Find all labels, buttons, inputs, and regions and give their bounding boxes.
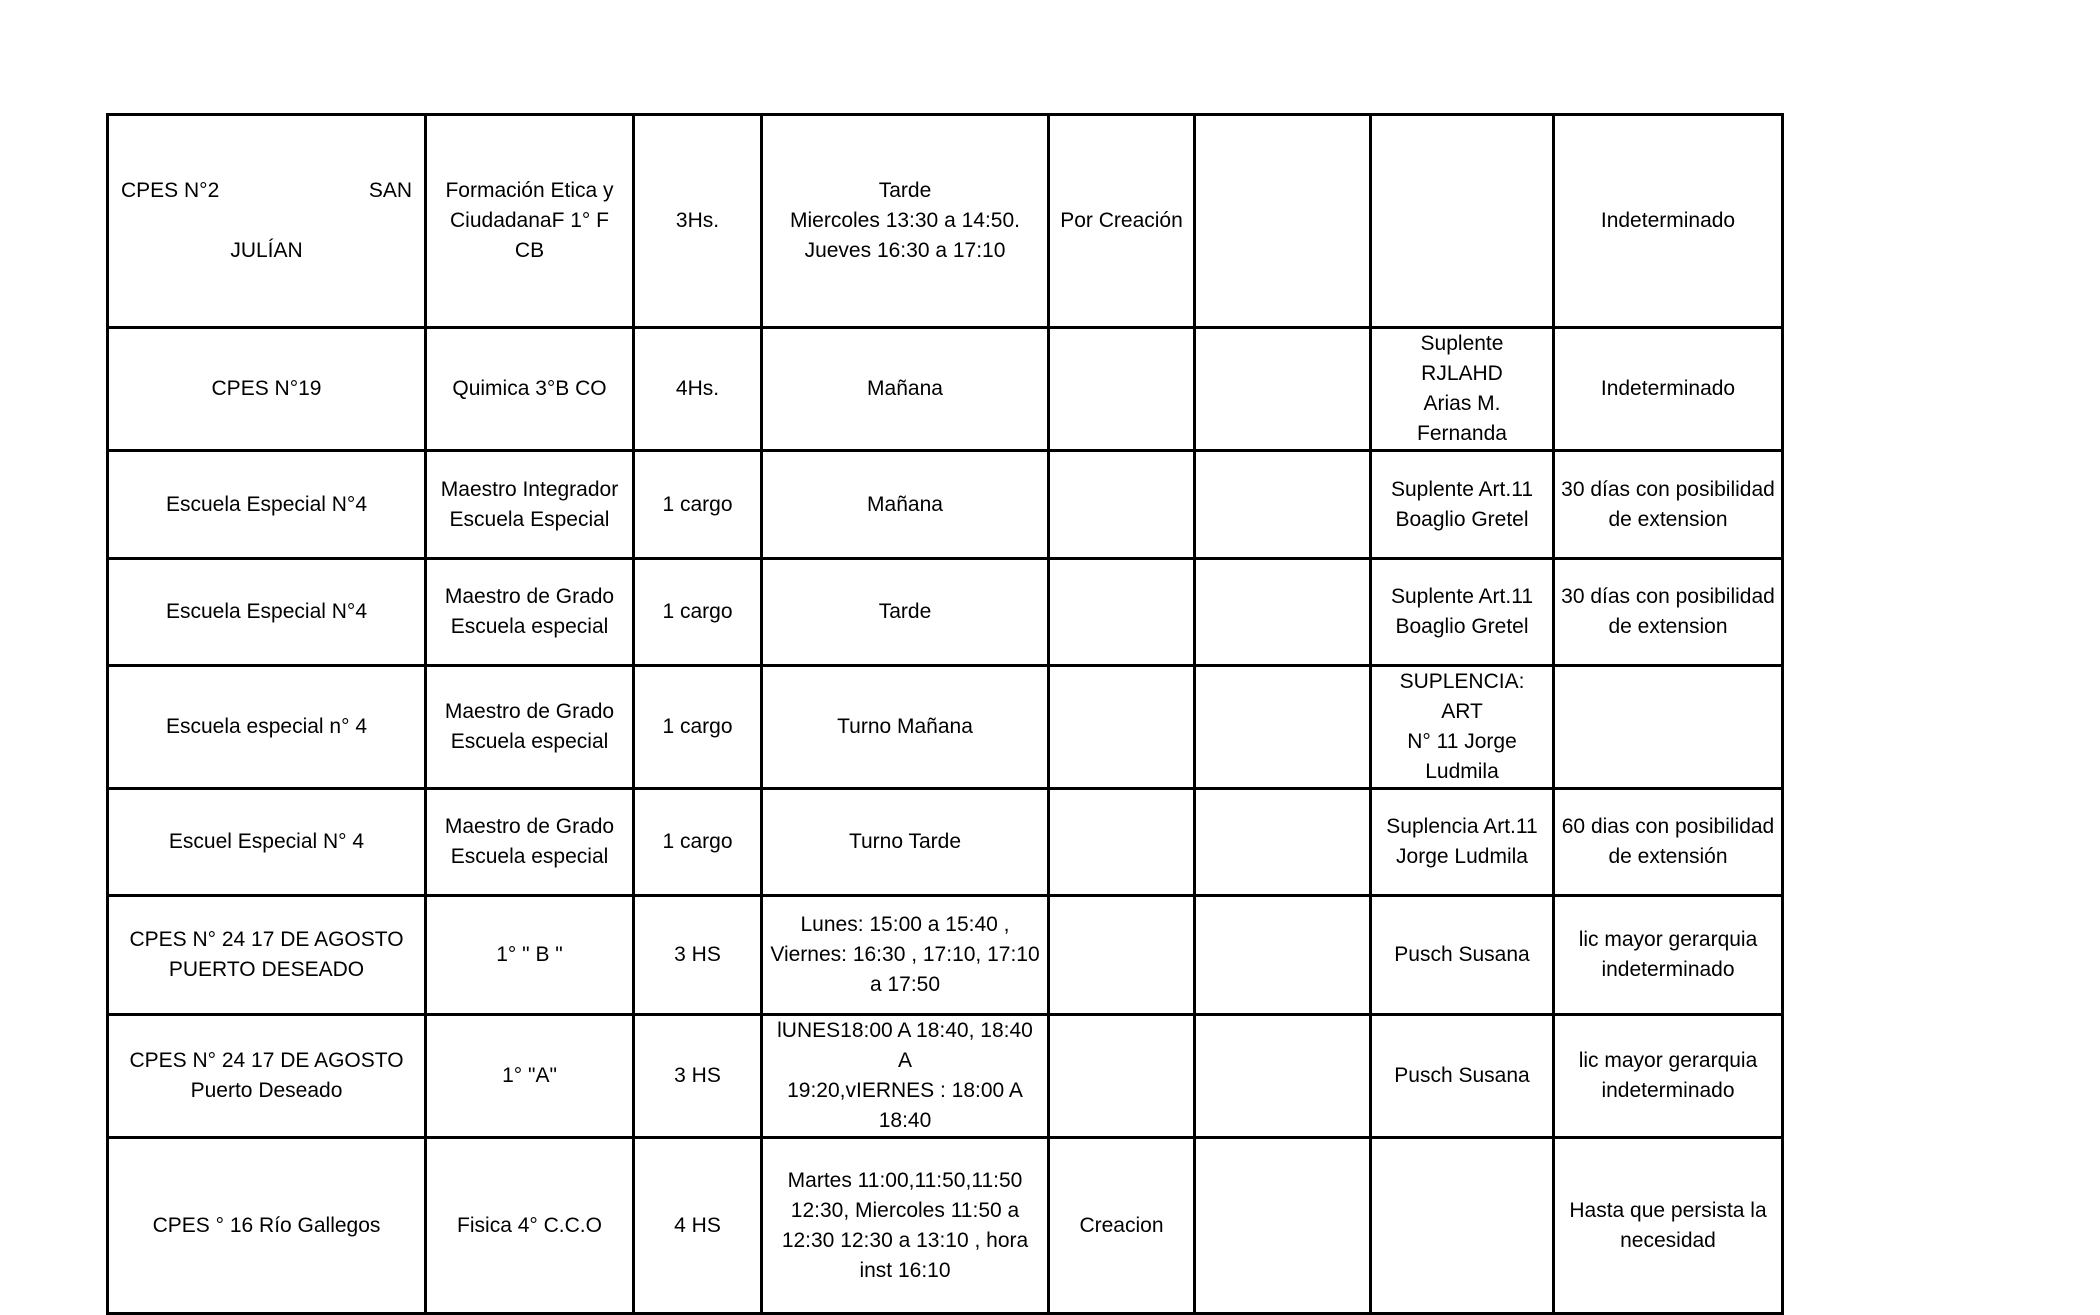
table-cell: Lunes: 15:00 a 15:40 , Viernes: 16:30 , 17:10, 17:10 a 17:50 <box>762 896 1049 1015</box>
table-cell <box>1195 789 1371 896</box>
table-row <box>108 451 1783 559</box>
table-cell: lUNES18:00 A 18:40, 18:40 A 19:20,vIERNES : 18:00 A 18:40 <box>762 1015 1049 1138</box>
table-cell: 3 HS <box>634 896 762 1015</box>
table-cell: CPES N° 24 17 DE AGOSTO PUERTO DESEADO <box>108 896 426 1015</box>
table-cell: Escuela especial n° 4 <box>108 666 426 789</box>
table-cell: Mañana <box>762 328 1049 451</box>
table-cell: 4 HS <box>634 1138 762 1314</box>
table-body <box>108 115 1783 1314</box>
table-cell: Indeterminado <box>1554 115 1783 328</box>
table-cell: Suplencia Art.11 Jorge Ludmila <box>1371 789 1554 896</box>
table-cell: lic mayor gerarquia indeterminado <box>1554 896 1783 1015</box>
table-cell: Martes 11:00,11:50,11:50 12:30, Miercoles 11:50 a 12:30 12:30 a 13:10 , hora inst 16:10 <box>762 1138 1049 1314</box>
table-cell: Escuela Especial N°4 <box>108 559 426 666</box>
table-cell <box>1049 896 1195 1015</box>
table-cell: 1 cargo <box>634 789 762 896</box>
table-cell: Escuela Especial N°4 <box>108 451 426 559</box>
table-cell <box>1049 666 1195 789</box>
table-cell <box>1049 789 1195 896</box>
table-cell <box>1195 896 1371 1015</box>
table-cell: Escuel Especial N° 4 <box>108 789 426 896</box>
table-cell: Turno Tarde <box>762 789 1049 896</box>
table-cell: Maestro de Grado Escuela especial <box>426 559 634 666</box>
table-cell <box>108 115 426 328</box>
table-cell: Pusch Susana <box>1371 896 1554 1015</box>
table-cell: 30 días con posibilidad de extension <box>1554 451 1783 559</box>
table-row <box>108 896 1783 1015</box>
table-cell: Suplente RJLAHD Arias M. Fernanda <box>1371 328 1554 451</box>
table-cell: Quimica 3°B CO <box>426 328 634 451</box>
table-cell: 60 dias con posibilidad de extensión <box>1554 789 1783 896</box>
table-row <box>108 115 1783 328</box>
table-cell: Pusch Susana <box>1371 1015 1554 1138</box>
table-cell <box>1049 451 1195 559</box>
table-cell: 1 cargo <box>634 666 762 789</box>
table-cell: Turno Mañana <box>762 666 1049 789</box>
table-cell <box>1371 1138 1554 1314</box>
cell-text-left: CPES N°2 <box>121 179 220 202</box>
table-cell: Tarde <box>762 559 1049 666</box>
job-openings-table <box>106 113 1784 1315</box>
table-cell: Fisica 4° C.C.O <box>426 1138 634 1314</box>
table-cell <box>1371 115 1554 328</box>
table-cell: 3Hs. <box>634 115 762 328</box>
table-cell <box>1554 666 1783 789</box>
table-cell: Mañana <box>762 451 1049 559</box>
cell-text-bottom: JULÍAN <box>230 239 303 262</box>
table-row <box>108 789 1783 896</box>
table-cell: CPES ° 16 Río Gallegos <box>108 1138 426 1314</box>
table-cell: Maestro Integrador Escuela Especial <box>426 451 634 559</box>
table-cell: lic mayor gerarquia indeterminado <box>1554 1015 1783 1138</box>
table-cell: CPES N°19 <box>108 328 426 451</box>
table-row <box>108 328 1783 451</box>
table-cell: Suplente Art.11 Boaglio Gretel <box>1371 451 1554 559</box>
table-cell: 3 HS <box>634 1015 762 1138</box>
table-cell: Indeterminado <box>1554 328 1783 451</box>
table-cell: Maestro de Grado Escuela especial <box>426 789 634 896</box>
table-cell: Creacion <box>1049 1138 1195 1314</box>
table-cell: Suplente Art.11 Boaglio Gretel <box>1371 559 1554 666</box>
split-cell <box>115 146 418 296</box>
table-cell <box>1195 666 1371 789</box>
split-cell-top <box>115 176 418 206</box>
table-cell <box>1049 1015 1195 1138</box>
cell-text-right: SAN <box>368 179 412 202</box>
table-cell: Maestro de Grado Escuela especial <box>426 666 634 789</box>
table-cell: 1 cargo <box>634 451 762 559</box>
table-cell: Tarde Miercoles 13:30 a 14:50. Jueves 16:30 a 17:10 <box>762 115 1049 328</box>
table-cell <box>1195 1138 1371 1314</box>
table-cell: Hasta que persista la necesidad <box>1554 1138 1783 1314</box>
table-cell <box>1195 451 1371 559</box>
table-cell: 1° "A" <box>426 1015 634 1138</box>
table-cell: CPES N° 24 17 DE AGOSTO Puerto Deseado <box>108 1015 426 1138</box>
table-cell: 30 días con posibilidad de extension <box>1554 559 1783 666</box>
table-row <box>108 666 1783 789</box>
table-cell: SUPLENCIA: ART N° 11 Jorge Ludmila <box>1371 666 1554 789</box>
table-cell <box>1195 115 1371 328</box>
table-cell <box>1049 328 1195 451</box>
table-row <box>108 1138 1783 1314</box>
table-row <box>108 1015 1783 1138</box>
table-cell <box>1195 328 1371 451</box>
table-cell <box>1195 1015 1371 1138</box>
table-cell: 1 cargo <box>634 559 762 666</box>
table-cell: 4Hs. <box>634 328 762 451</box>
table-cell: 1° " B " <box>426 896 634 1015</box>
table-row <box>108 559 1783 666</box>
table-cell <box>1049 559 1195 666</box>
table-cell <box>1195 559 1371 666</box>
table-cell: Formación Etica y CiudadanaF 1° F CB <box>426 115 634 328</box>
table-cell: Por Creación <box>1049 115 1195 328</box>
